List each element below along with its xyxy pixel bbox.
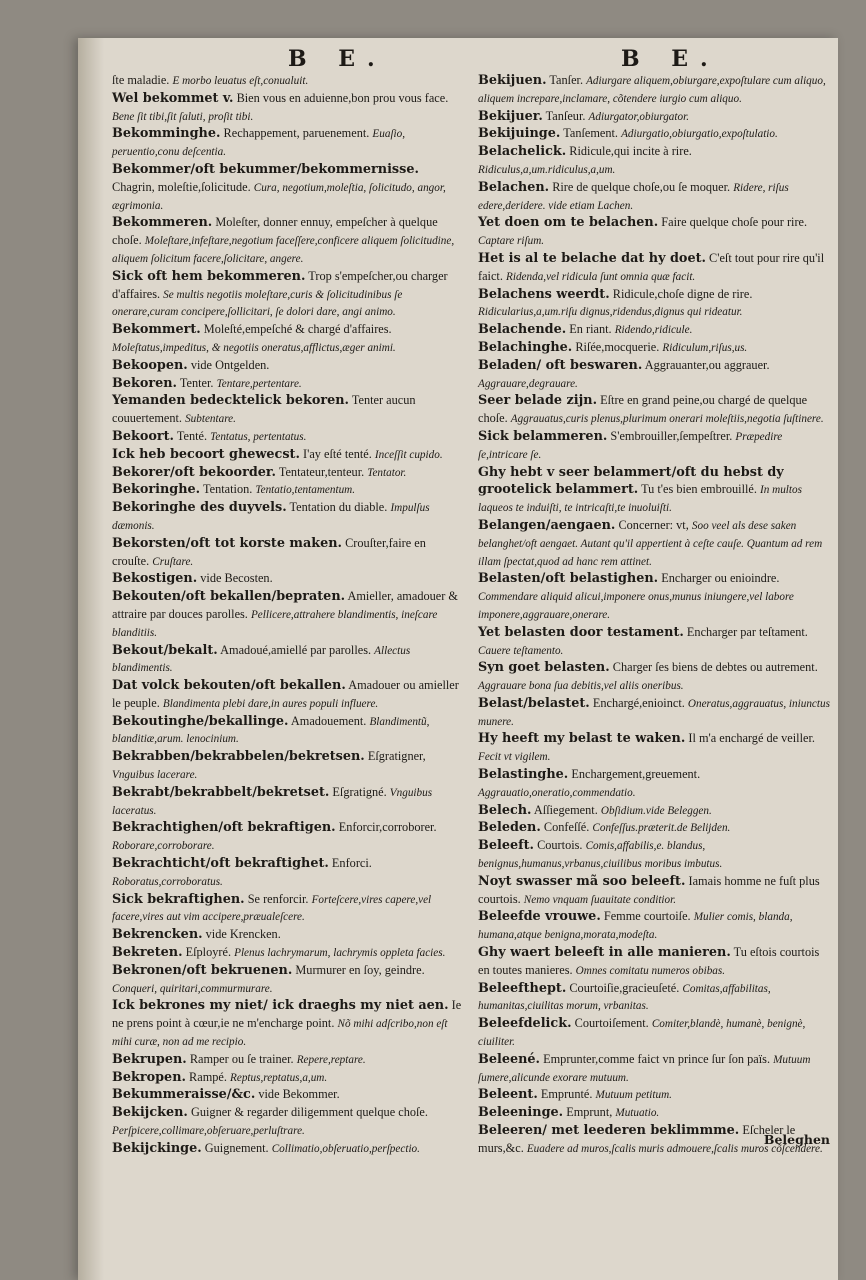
french-gloss: Tenter aucun couuertement.	[112, 393, 416, 426]
latin-gloss: Cruſtare.	[152, 555, 194, 568]
headword: Belachende.	[478, 322, 567, 338]
latin-gloss: Roborare,corroborare.	[112, 840, 215, 853]
latin-gloss: Comis,affabilis,e. blandus, benignus,humanus,vrbanus,ciuilibus moribus imbutus.	[478, 840, 723, 871]
headword: Ick heb becoort ghewecst.	[112, 446, 300, 462]
french-gloss: Courtoiſie,gracieuſeté.	[569, 980, 680, 995]
dictionary-entry	[112, 1051, 464, 1069]
latin-gloss: Euadere ad muros,ſcalis muris admouere,ſcalis muros cõſcendere.	[526, 1142, 823, 1155]
french-gloss: Tanſeur.	[545, 108, 586, 123]
headword: Belech.	[478, 802, 532, 818]
headword: Bekreten.	[112, 945, 183, 961]
dictionary-entry	[112, 481, 464, 499]
latin-gloss: Adiurgatio,obiurgatio,expoſtulatio.	[621, 128, 778, 141]
latin-gloss: Tentator.	[367, 466, 407, 479]
french-gloss: Rire de quelque choſe,ou ſe moquer.	[552, 179, 731, 194]
french-gloss: Rampé.	[189, 1069, 227, 1084]
dictionary-entry	[112, 446, 464, 464]
french-gloss: Ie ne prens point à cœur,ie ne m'encharge point.	[112, 998, 462, 1031]
headword: Sick belammeren.	[478, 428, 608, 444]
headword: Bekrachticht/oft bekraftighet.	[112, 856, 329, 872]
dictionary-entry	[112, 428, 464, 446]
dictionary-entry	[478, 624, 830, 660]
dictionary-entry	[112, 944, 464, 962]
dictionary-entry	[478, 143, 830, 179]
headword: Bekijcken.	[112, 1105, 188, 1121]
headword: Beleeft.	[478, 838, 534, 854]
dictionary-entry	[478, 837, 830, 873]
dictionary-entry	[478, 179, 830, 215]
latin-gloss: Bene ſit tibi,ſit ſaluti, proſit tibi.	[112, 110, 254, 123]
headword: Belachinghe.	[478, 339, 573, 355]
latin-gloss: Omnes comitatu numeros obibas.	[575, 964, 726, 977]
french-gloss: Tenter.	[179, 375, 214, 390]
latin-gloss: E morbo leuatus eſt,conualuit.	[172, 75, 309, 87]
headword: Ick bekrones my niet/ ick draeghs my niet aen.	[112, 998, 449, 1014]
dictionary-entry	[478, 730, 830, 766]
dictionary-entry	[112, 268, 464, 321]
dictionary-entry	[112, 1104, 464, 1140]
left-column-header: B E.	[288, 46, 387, 72]
french-gloss: Il m'a enchargé de veiller.	[688, 731, 815, 746]
french-gloss: Tentation.	[202, 482, 253, 497]
latin-gloss: Nemo vnquam ſuauitate conditior.	[523, 893, 677, 906]
dictionary-entry	[112, 1140, 464, 1158]
latin-gloss: Forteſcere,vires capere,vel facere,vires aut vim accipere,præualeſcere.	[112, 893, 432, 924]
latin-gloss: Moleſtatus,impeditus, & negotiis oneratus,afflictus,æger animi.	[112, 341, 396, 354]
french-gloss: Moleſter, donner ennuy, empeſcher à quelque choſe.	[112, 215, 438, 248]
dictionary-entry	[478, 321, 830, 339]
french-gloss: Chagrin, moleſtie,ſolicitude.	[112, 179, 251, 194]
latin-gloss: Tentatus, pertentatus.	[210, 430, 307, 443]
catchword: Beleghen	[763, 1132, 830, 1147]
headword: Bekronen/oft bekruenen.	[112, 962, 293, 978]
french-gloss: Moleſté,empeſché & chargé d'affaires.	[203, 322, 392, 337]
french-gloss: Confeſſé.	[543, 820, 590, 835]
latin-gloss: Ridiculus,a,um.ridiculus,a,um.	[478, 163, 616, 176]
headword: Bekrupen.	[112, 1051, 187, 1067]
french-gloss: Eſtre en grand peine,ou chargé de quelque choſe.	[478, 393, 808, 426]
headword: Bekoort.	[112, 428, 175, 444]
french-gloss: Courtois.	[537, 838, 583, 853]
headword: Bekouten/oft bekallen/bepraten.	[112, 589, 346, 605]
latin-gloss: Cauere teſtamento.	[478, 644, 564, 657]
headword: Bekoopen.	[112, 357, 188, 373]
french-gloss: Eſcheler le murs,&c.	[478, 1123, 796, 1155]
french-gloss: Ramper ou ſe trainer.	[189, 1051, 294, 1066]
french-gloss: Amadouer ou amieller le peuple.	[112, 678, 459, 710]
latin-gloss: Mutuatio.	[615, 1107, 660, 1120]
dictionary-entry	[112, 321, 464, 357]
right-column-header: B E.	[621, 46, 720, 72]
headword: Beleefde vrouwe.	[478, 909, 601, 925]
latin-gloss: Soo veel als dese saken belanghet/oft aengaet. Autant qu'il appertient à ceſte cauſe. Quantum ad rem illam ſpectat,quod ad hanc rem attinet.	[478, 519, 823, 568]
dictionary-entry	[112, 90, 464, 126]
dictionary-entry	[112, 642, 464, 678]
headword: Bekoringhe.	[112, 482, 201, 498]
headword: Sick oft hem bekommeren.	[112, 268, 306, 284]
french-gloss: Enforcir,corroborer.	[338, 820, 437, 835]
headword: Wel bekommet v.	[112, 90, 234, 106]
latin-gloss: Tentare,pertentare.	[216, 377, 302, 390]
latin-gloss: Mutuum petitum.	[595, 1089, 672, 1102]
headword: Beleeren/ met leederen beklimmme.	[478, 1123, 740, 1139]
french-gloss: Aſſiegement.	[533, 802, 598, 817]
dictionary-entry	[478, 980, 830, 1016]
latin-gloss: Cura, negotium,moleſtia, ſolicitudo, angor, ægrimonia.	[112, 181, 446, 212]
french-gloss: Tanſement.	[563, 126, 618, 141]
dictionary-entry	[112, 1086, 464, 1104]
dictionary-entry	[112, 997, 464, 1050]
french-gloss: Tentateur,tenteur.	[278, 464, 365, 479]
latin-gloss: Mulier comis, blanda, humana,atque benigna,morata,modeſta.	[478, 911, 793, 942]
right-column	[478, 72, 830, 1158]
headword: Belachens weerdt.	[478, 286, 610, 302]
headword: Bekummeraisse/&c.	[112, 1087, 256, 1103]
latin-gloss: Impulſus dæmonis.	[112, 502, 430, 532]
latin-gloss: Blandimenta plebi dare,in aures populi influere.	[162, 697, 379, 710]
french-gloss: Eſgratigner,	[367, 749, 426, 764]
dictionary-entry	[112, 464, 464, 482]
french-gloss: Enchargement,greuement.	[571, 767, 701, 782]
latin-gloss: Adiurgare aliquem,obiurgare,expoſtulare cum aliquo, aliquem increpare,inclamare, cõtendere iurgio cum aliquo.	[478, 75, 826, 105]
dictionary-entry	[112, 713, 464, 749]
headword: Bekommert.	[112, 322, 201, 338]
dictionary-entry	[112, 748, 464, 784]
latin-gloss: Blandimentũ, blanditiæ,arum. lenocinium.	[112, 715, 430, 746]
dictionary-entry	[112, 72, 464, 90]
latin-gloss: Ridere, riſus edere,deridere. vide etiam Lachen.	[478, 181, 789, 212]
french-gloss: Enchargé,enioinct.	[592, 695, 685, 710]
dictionary-entry	[478, 659, 830, 695]
latin-gloss: Plenus lachrymarum, lachrymis oppleta facies.	[234, 947, 446, 960]
french-gloss: Eſploуré.	[185, 945, 232, 960]
latin-gloss: Se multis negotiis moleſtare,curis & ſolicitudinibus ſe onerare,curam concipere,ſollicitari, ſe dolori dare, angi animo.	[112, 288, 403, 319]
headword: Dat volck bekouten/oft bekallen.	[112, 678, 346, 694]
headword: Belachelick.	[478, 144, 567, 160]
headword: Ghy hebt v seer belammert/oft du hebst dy grootelick belammert.	[478, 464, 784, 498]
headword: Noyt swasser mã soo beleeft.	[478, 873, 686, 889]
dictionary-entry	[112, 677, 464, 713]
headword: Het is al te belache dat hy doet.	[478, 250, 706, 266]
headword: Bekijckinge.	[112, 1140, 202, 1156]
dictionary-entry	[112, 357, 464, 375]
french-gloss: Ridicule,qui incite à rire.	[569, 144, 692, 159]
headword: Belastinghe.	[478, 767, 569, 783]
latin-gloss: Tentatio,tentamentum.	[255, 484, 356, 497]
french-gloss: Rechappement, paruenement.	[223, 126, 370, 141]
dictionary-entry	[478, 873, 830, 909]
french-gloss: En riant.	[569, 322, 612, 337]
latin-gloss: Aggrauatus,curis plenus,plurimum onerari moleſtiis,negotia ſuſtinere.	[510, 413, 824, 426]
french-gloss: Bien vous en aduienne,bon prou vous face.	[236, 90, 449, 105]
latin-gloss: Reptus,reptatus,a,um.	[230, 1071, 328, 1084]
dictionary-entry	[112, 375, 464, 393]
latin-gloss: Euaſio, peruentio,conu deſcentia.	[112, 128, 406, 159]
dictionary-entry	[112, 1069, 464, 1087]
headword: Bekorsten/oft tot korste maken.	[112, 535, 343, 551]
headword: Bekommeren.	[112, 215, 213, 231]
french-gloss: Femme courtoiſe.	[603, 909, 691, 924]
french-gloss: S'embrouiller,ſempeſtrer.	[610, 428, 733, 443]
dictionary-entry	[112, 855, 464, 891]
dictionary-entry	[478, 214, 830, 250]
latin-gloss: Perſpicere,collimare,obſeruare,perluſtrare.	[112, 1125, 305, 1138]
dictionary-entry	[478, 695, 830, 731]
dictionary-entry	[112, 392, 464, 428]
latin-gloss: Repere,reptare.	[296, 1053, 366, 1066]
french-gloss: Amadoué,amiellé par parolles.	[220, 642, 372, 657]
headword: Beleefdelick.	[478, 1016, 572, 1032]
latin-gloss: Confeſſus.præterit.de Belijden.	[592, 822, 731, 835]
dictionary-entry	[478, 72, 830, 108]
french-gloss: Tanſer.	[549, 73, 584, 87]
headword: Bekijuinge.	[478, 126, 561, 142]
latin-gloss: Ridiculum,riſus,us.	[662, 341, 748, 354]
latin-gloss: Inceſſit cupido.	[374, 448, 443, 461]
french-gloss: Guignement.	[204, 1140, 269, 1155]
dictionary-entry	[478, 517, 830, 570]
headword: Belangen/aengaen.	[478, 517, 616, 533]
dictionary-entry	[478, 944, 830, 980]
latin-gloss: Collimatio,obſeruatio,perſpectio.	[271, 1142, 420, 1155]
latin-gloss: Moleſtare,infeſtare,negotium faceſſere,conficere aliquem ſolicitudine, aliquem ſolicitum facere,ſolicitare, angere.	[112, 235, 455, 265]
dictionary-entry	[112, 161, 464, 214]
latin-gloss: Comitas,affabilitas, humanitas,ciuilitas morum, vrbanitas.	[478, 982, 771, 1013]
dictionary-entry	[478, 125, 830, 143]
french-gloss: Aggrauanter,ou aggrauer.	[644, 357, 770, 372]
latin-gloss: Ridicularius,a,um.riſu dignus,ridendus,dignus qui rideatur.	[478, 306, 743, 319]
french-gloss: Encharger ou enioindre.	[661, 571, 780, 586]
french-gloss: Amadouement.	[290, 713, 367, 728]
french-gloss: Ridicule,choſe digne de rire.	[612, 286, 753, 301]
headword: Yemanden bedecktelick bekoren.	[112, 393, 350, 409]
french-gloss: Tenté.	[176, 428, 208, 443]
latin-gloss: Aggrauare,degrauare.	[478, 377, 578, 390]
dictionary-entry	[478, 766, 830, 802]
latin-gloss: Præpedire ſe,intricare ſe.	[478, 430, 783, 461]
headword: Belachen.	[478, 179, 550, 195]
dictionary-entry	[112, 214, 464, 267]
headword: Bekropen.	[112, 1069, 186, 1085]
french-gloss: Se renforcir.	[247, 891, 309, 906]
latin-gloss: Allectus blandimentis.	[112, 644, 411, 675]
french-gloss: vide Bekommer.	[258, 1087, 340, 1102]
headword: Bekoren.	[112, 375, 178, 391]
french-gloss: Emprunter,comme faict vn prince ſur ſon païs.	[543, 1051, 771, 1066]
french-gloss: Encharger par teſtament.	[686, 624, 808, 639]
latin-gloss: Fecit vt vigilem.	[478, 751, 551, 764]
french-gloss: Courtoiſement.	[574, 1016, 649, 1031]
headword: Syn goet belasten.	[478, 660, 610, 676]
latin-gloss: Vnguibus lacerare.	[112, 769, 198, 782]
latin-gloss: Aggrauatio,oneratio,commendatio.	[478, 786, 636, 799]
french-gloss: Tu t'es bien embrouillé.	[641, 482, 757, 497]
headword: Bekout/bekalt.	[112, 642, 218, 658]
dictionary-entry	[112, 784, 464, 820]
headword: Beleefthept.	[478, 980, 567, 996]
headword: Bekrachtighen/oft bekraftigen.	[112, 820, 336, 836]
headword: Belast/belastet.	[478, 695, 590, 711]
dictionary-entry	[478, 464, 830, 517]
headword: Bekostigen.	[112, 571, 198, 587]
dictionary-entry	[112, 570, 464, 588]
latin-gloss: Conqueri, quiritari,commurmurare.	[112, 982, 273, 995]
french-gloss: Trop s'empeſcher,ou charger d'affaires.	[112, 268, 448, 301]
latin-gloss: Mutuum ſumere,alicunde exorare mutuum.	[478, 1053, 811, 1084]
latin-gloss: In multos laqueos te induiſti, te intricaſti,te inuoluiſti.	[478, 484, 802, 515]
dictionary-entry	[112, 535, 464, 571]
headword: Bekijuer.	[478, 108, 543, 124]
french-gloss: Crouſter,faire en crouſte.	[112, 535, 426, 568]
french-gloss: Iamais homme ne fuſt plus courtois.	[478, 873, 820, 906]
dictionary-entry	[112, 891, 464, 927]
headword: Bekorer/oft bekoorder.	[112, 464, 276, 480]
headword: Seer belade zijn.	[478, 393, 598, 409]
french-gloss: vide Becosten.	[200, 571, 273, 586]
headword: Hy heeft my belast te waken.	[478, 731, 686, 747]
french-gloss: vide Ontgelden.	[190, 357, 270, 372]
french-gloss: Amieller, amadouer & attraire par douces parolles.	[112, 589, 458, 621]
french-gloss: Murmurer en ſoy, geindre.	[295, 962, 425, 977]
dictionary-entry	[478, 286, 830, 322]
headword: Belasten/oft belastighen.	[478, 571, 659, 587]
headword: Bekommer/oft bekummer/bekommernisse.	[112, 161, 419, 177]
dictionary-entry	[478, 428, 830, 464]
headword: Yet belasten door testament.	[478, 624, 684, 640]
book-page	[78, 38, 838, 1280]
headword: Beleent.	[478, 1087, 538, 1103]
latin-gloss: Adiurgator,obiurgator.	[588, 110, 690, 123]
latin-gloss: Vnguibus laceratus.	[112, 786, 433, 817]
headword: Bekijuen.	[478, 73, 547, 88]
french-gloss: Riſée,mocquerie.	[575, 339, 660, 354]
latin-gloss: Nõ mihi adſcribo,non eſt mihi curæ, non ad me recipio.	[112, 1018, 448, 1049]
french-gloss: Tu eſtois courtois en toutes manieres.	[478, 945, 820, 977]
french-gloss: Charger ſes biens de debtes ou autrement.	[612, 660, 818, 675]
dictionary-entry	[478, 908, 830, 944]
latin-gloss: Commendare aliquid alicui,imponere onus,munus iniungere,vel labore imponere,aggrauare,onerare.	[478, 591, 794, 621]
french-gloss: Emprunt,	[566, 1105, 613, 1120]
french-gloss: C'eſt tout pour rire qu'il faict.	[478, 250, 825, 283]
dictionary-entry	[478, 1051, 830, 1087]
headword: Beladen/ oft beswaren.	[478, 357, 643, 373]
headword: Bekrencken.	[112, 927, 203, 943]
left-column	[112, 72, 464, 1158]
dictionary-entry	[112, 499, 464, 535]
dictionary-entry	[478, 819, 830, 837]
french-gloss: Faire quelque choſe pour rire.	[661, 215, 808, 230]
dictionary-entry	[112, 926, 464, 944]
french-gloss: Concerner: vt,	[618, 517, 689, 532]
headword: Bekrabben/bekrabbelen/bekretsen.	[112, 749, 365, 765]
headword: Yet doen om te belachen.	[478, 215, 659, 231]
french-gloss: Eſgratigné.	[332, 784, 387, 799]
latin-gloss: Comiter,blandè, humanè, benignè, ciuiliter.	[478, 1018, 806, 1049]
latin-gloss: Oneratus,aggrauatus, iniunctus munere.	[478, 697, 830, 728]
headword: Sick bekraftighen.	[112, 891, 245, 907]
french-gloss: vide Krencken.	[205, 927, 281, 942]
dictionary-entry	[478, 1086, 830, 1104]
french-gloss: I'ay eſté tenté.	[303, 446, 372, 461]
french-gloss: Guigner & regarder diligemment quelque choſe.	[190, 1105, 428, 1120]
french-gloss: Tentation du diable.	[289, 500, 388, 515]
dictionary-entry	[478, 1015, 830, 1051]
dictionary-entry	[112, 962, 464, 998]
latin-gloss: Roboratus,corroboratus.	[112, 875, 223, 888]
headword: Beleené.	[478, 1051, 541, 1067]
latin-gloss: Captare riſum.	[478, 235, 545, 248]
dictionary-entry	[478, 250, 830, 286]
dictionary-entry	[478, 570, 830, 623]
latin-gloss: Ridendo,ridicule.	[614, 324, 693, 337]
headword: Bekoutinghe/bekallinge.	[112, 713, 289, 729]
dictionary-entry	[112, 588, 464, 641]
dictionary-entry	[478, 108, 830, 126]
french-gloss: Emprunté.	[540, 1087, 593, 1102]
headword: Ghy waert beleeft in alle manieren.	[478, 945, 731, 961]
latin-gloss: Aggrauare bona ſua debitis,vel aliis oneribus.	[478, 680, 684, 693]
french-gloss: ſte maladie.	[112, 73, 170, 87]
latin-gloss: Pellicere,attrahere blandimentis, ineſcare blanditiis.	[112, 608, 438, 639]
dictionary-entry	[112, 125, 464, 161]
page-gutter	[78, 38, 104, 1280]
latin-gloss: Ridenda,vel ridicula ſunt omnia quæ facit.	[506, 270, 696, 283]
dictionary-entry	[112, 819, 464, 855]
headword: Beleden.	[478, 820, 541, 836]
dictionary-entry	[478, 357, 830, 393]
dictionary-entry	[478, 392, 830, 428]
dictionary-entry	[478, 1104, 830, 1122]
dictionary-entry	[478, 339, 830, 357]
headword: Bekrabt/bekrabbelt/bekretset.	[112, 784, 330, 800]
dictionary-entry	[478, 802, 830, 820]
headword: Beleeninge.	[478, 1105, 564, 1121]
french-gloss: Enforci.	[331, 856, 372, 871]
latin-gloss: Subtentare.	[185, 413, 236, 426]
latin-gloss: Obſidium.vide Beleggen.	[600, 804, 712, 817]
headword: Bekomminghe.	[112, 126, 221, 142]
headword: Bekoringhe des duyvels.	[112, 500, 287, 516]
